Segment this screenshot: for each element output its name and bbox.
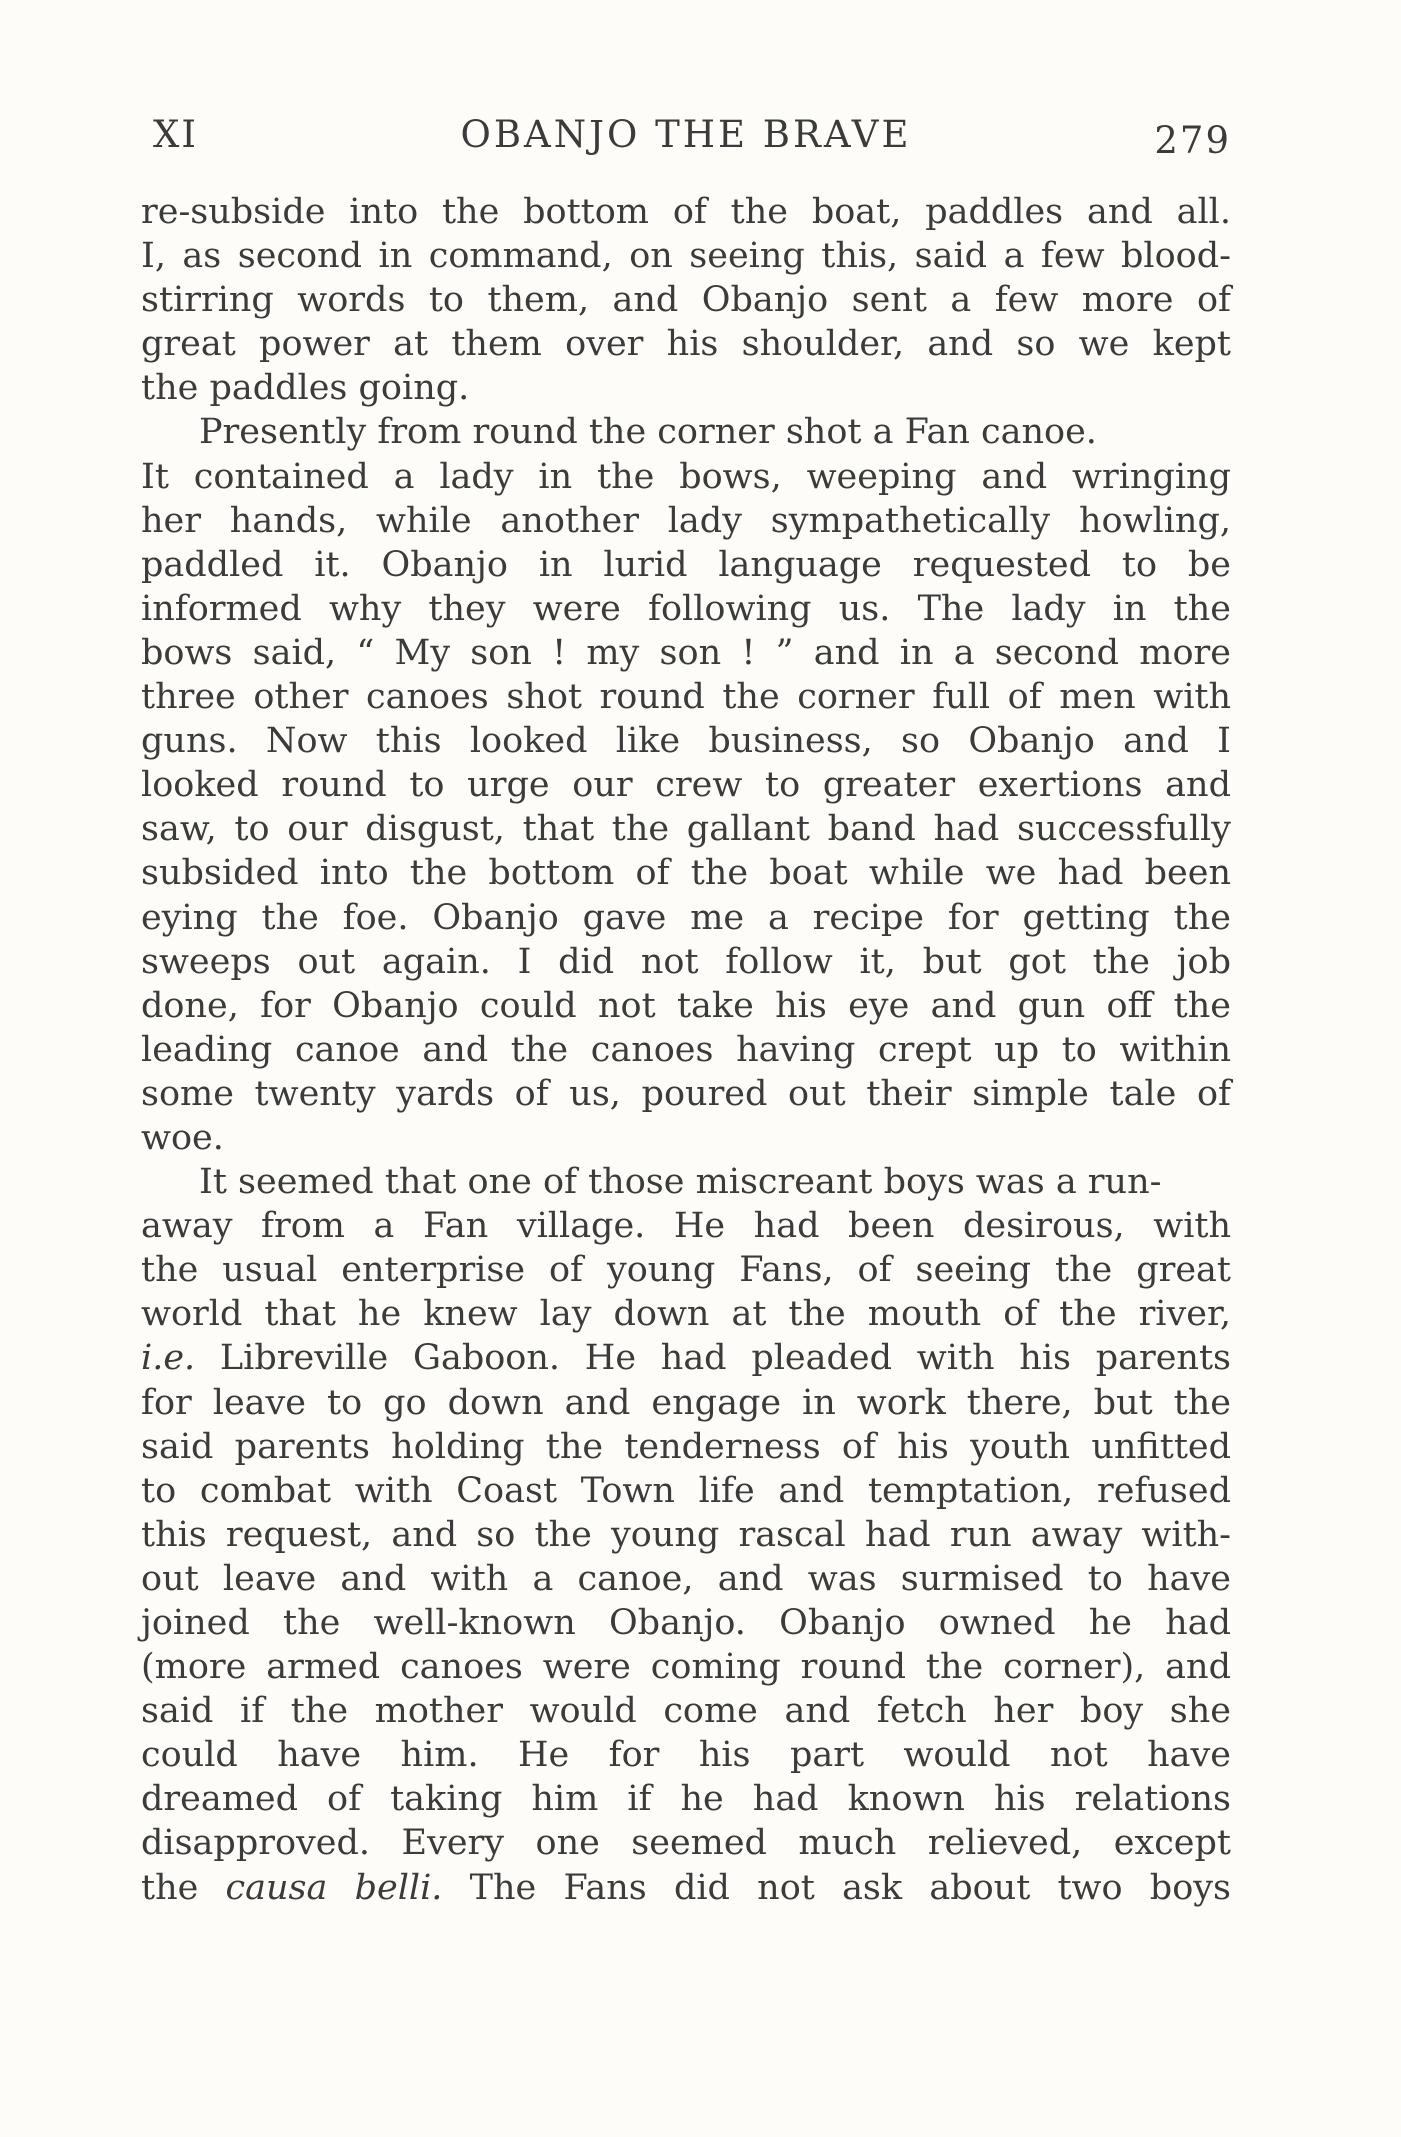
- line-text: three other canoes shot round the corner full of men with: [141, 677, 1231, 718]
- text-line: [141, 851, 1231, 895]
- text-line: [141, 1733, 1231, 1777]
- text-line: [141, 675, 1231, 719]
- line-text: sweeps out again. I did not follow it, but got the job: [141, 941, 1231, 982]
- line-text: for leave to go down and engage in work there, but the: [141, 1382, 1231, 1423]
- text-line: [141, 190, 1231, 234]
- text-line: [141, 1292, 1231, 1336]
- line-text: paddled it. Obanjo in lurid language requested to be: [141, 544, 1231, 585]
- line-text: disapproved. Every one seemed much relieved, except: [141, 1823, 1231, 1864]
- line-text: the paddles going.: [141, 368, 470, 409]
- line-text: said if the mother would come and fetch her boy she: [141, 1691, 1231, 1732]
- line-text: out leave and with a canoe, and was surmised to have: [141, 1558, 1231, 1599]
- line-text: bows said, “ My son ! my son ! ” and in a second more: [141, 632, 1231, 673]
- line-text-continued: The Fans did not ask about two boys: [442, 1867, 1232, 1908]
- text-line: [141, 896, 1231, 940]
- text-line: [141, 1425, 1231, 1469]
- line-text: done, for Obanjo could not take his eye and gun off the: [141, 985, 1231, 1026]
- text-line: [141, 1336, 1231, 1380]
- line-text: It seemed that one of those miscreant boys was a run-: [199, 1162, 1162, 1203]
- line-text: saw, to our disgust, that the gallant band had successfully: [141, 809, 1231, 850]
- line-text: said parents holding the tenderness of his youth unfitted: [141, 1426, 1231, 1467]
- text-line: [141, 587, 1231, 631]
- text-line: [141, 1248, 1231, 1292]
- line-text: leading canoe and the canoes having crept up to within: [141, 1029, 1231, 1070]
- running-title: OBANJO THE BRAVE: [460, 113, 912, 156]
- text-line: [141, 1204, 1231, 1248]
- line-text: some twenty yards of us, poured out their simple tale of: [141, 1073, 1231, 1114]
- text-line: [141, 1381, 1231, 1425]
- text-line: [141, 631, 1231, 675]
- text-line: [141, 278, 1231, 322]
- line-text: world that he knew lay down at the mouth of the river,: [141, 1294, 1231, 1335]
- line-text: her hands, while another lady sympathetically howling,: [141, 500, 1231, 541]
- line-text: to combat with Coast Town life and temptation, refused: [141, 1470, 1231, 1511]
- italic-phrase: causa belli.: [225, 1867, 443, 1908]
- line-text: woe.: [141, 1117, 224, 1158]
- text-line: [141, 1645, 1231, 1689]
- text-line: [141, 1601, 1231, 1645]
- line-text: Presently from round the corner shot a Fan canoe.: [199, 412, 1097, 453]
- text-line: [141, 940, 1231, 984]
- line-text: informed why they were following us. The lady in the: [141, 588, 1231, 629]
- line-text: guns. Now this looked like business, so Obanjo and I: [141, 721, 1231, 762]
- italic-abbreviation: i.e.: [141, 1338, 196, 1379]
- text-line: [141, 1557, 1231, 1601]
- line-text: the: [141, 1867, 226, 1908]
- line-text: joined the well-known Obanjo. Obanjo owned he had: [141, 1603, 1231, 1643]
- line-text: I, as second in command, on seeing this, said a few blood-: [141, 236, 1231, 277]
- text-line: [141, 410, 1231, 454]
- text-line: [141, 234, 1231, 278]
- line-text: dreamed of taking him if he had known his relations: [141, 1779, 1231, 1820]
- text-line: [141, 1469, 1231, 1513]
- text-line: [141, 763, 1231, 807]
- text-line: [141, 1513, 1231, 1557]
- text-line: [141, 455, 1231, 499]
- line-text: away from a Fan village. He had been desirous, with: [141, 1206, 1231, 1247]
- text-line: [141, 1821, 1231, 1865]
- text-line: [141, 1689, 1231, 1733]
- page-number: 279: [1154, 119, 1231, 162]
- text-line: [141, 984, 1231, 1028]
- line-text: could have him. He for his part would not have: [141, 1735, 1231, 1776]
- line-text: this request, and so the young rascal had run away with-: [141, 1514, 1231, 1555]
- text-line: [141, 322, 1231, 366]
- text-line: [141, 1777, 1231, 1821]
- text-line: [141, 807, 1231, 851]
- line-text: great power at them over his shoulder, and so we kept: [141, 324, 1231, 365]
- text-line: [141, 1028, 1231, 1072]
- text-line: [141, 366, 1231, 410]
- line-text: the usual enterprise of young Fans, of seeing the great: [141, 1250, 1231, 1291]
- text-line: [141, 1160, 1231, 1204]
- text-line: [141, 1072, 1231, 1116]
- line-text: It contained a lady in the bows, weeping and wringing: [141, 456, 1231, 497]
- text-line: [141, 499, 1231, 543]
- text-line: [141, 1116, 1231, 1160]
- line-text: subsided into the bottom of the boat while we had been: [141, 853, 1231, 894]
- line-text: (more armed canoes were coming round the corner), and: [141, 1647, 1231, 1688]
- line-text: Libreville Gaboon. He had pleaded with his parents: [195, 1338, 1231, 1379]
- line-text: looked round to urge our crew to greater exertions and: [141, 765, 1231, 806]
- line-text: re-subside into the bottom of the boat, paddles and all.: [141, 192, 1231, 232]
- running-header: [141, 113, 1231, 161]
- line-text: stirring words to them, and Obanjo sent a few more of: [141, 280, 1231, 321]
- text-line: [141, 719, 1231, 763]
- chapter-number: XI: [153, 113, 198, 156]
- line-text: eying the foe. Obanjo gave me a recipe for getting the: [141, 897, 1231, 938]
- body-text: [141, 190, 1231, 1910]
- text-line: [141, 1866, 1231, 1910]
- text-line: [141, 543, 1231, 587]
